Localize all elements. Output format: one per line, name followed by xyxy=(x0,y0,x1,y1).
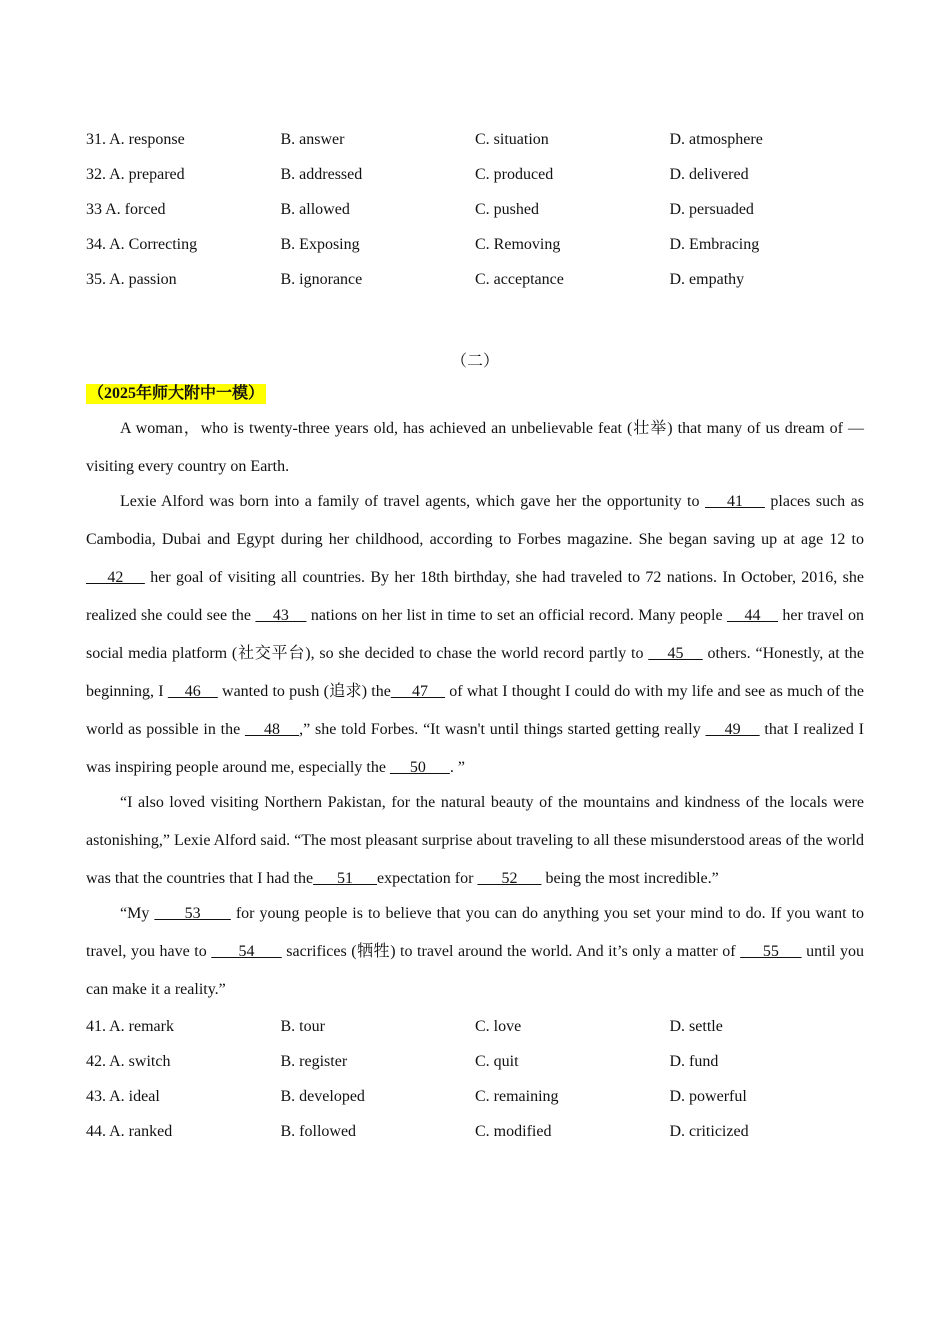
option-b: B. answer xyxy=(280,130,345,148)
option-c: C. produced xyxy=(475,165,554,183)
option-b: B. developed xyxy=(280,1087,365,1105)
option-a: 44. A. ranked xyxy=(86,1122,173,1140)
option-b: B. allowed xyxy=(280,200,350,218)
option-a: 31. A. response xyxy=(86,130,185,148)
option-c: C. situation xyxy=(475,130,549,148)
option-a: 41. A. remark xyxy=(86,1017,174,1035)
document-page xyxy=(86,122,864,1149)
blank-45: 45 xyxy=(648,645,703,662)
option-a: 42. A. switch xyxy=(86,1052,171,1070)
blank-54: 54 xyxy=(211,943,282,960)
options-top xyxy=(86,122,864,297)
options-bottom xyxy=(86,1009,864,1149)
option-row xyxy=(86,157,864,192)
blank-43: 43 xyxy=(255,607,307,624)
option-row xyxy=(86,122,864,157)
option-d: D. persuaded xyxy=(669,200,754,218)
option-row xyxy=(86,262,864,297)
paragraph-1: A woman，who is twenty-three years old, has achieved an unbelievable feat (壮举) that many of us dream of — visiting every country on Earth. xyxy=(86,420,864,475)
blank-51: 51 xyxy=(313,870,378,887)
option-b: B. Exposing xyxy=(280,235,360,253)
option-row xyxy=(86,227,864,262)
blank-42: 42 xyxy=(86,569,145,586)
option-row xyxy=(86,1009,864,1044)
blank-53: 53 xyxy=(154,905,231,922)
option-b: B. followed xyxy=(280,1122,357,1140)
option-a: 35. A. passion xyxy=(86,270,177,288)
paragraph-3: “I also loved visiting Northern Pakistan, for the natural beauty of the mountains and kindness of the locals were astonishing,” Lexie Alford said. “The most pleasant surprise about traveling to all these misunderstood areas of the world was that the countries that I had the 51 expectation for 52 being the most incredible.” xyxy=(86,794,864,887)
paragraph-2: Lexie Alford was born into a family of travel agents, which gave her the opportunity to 41 places such as Cambodia, Dubai and Egypt during her childhood, according to Forbes magazine. She began saving up at age 12 to 42 her goal of visiting all countries. By her 18th birthday, she had traveled to 72 nations. In October, 2016, she realized she could see the 43 nations on her list in time to set an official record. Many people 44 her travel on social media platform (社交平台), so she decided to chase the world record partly to 45 others. “Honestly, at the beginning, I 46 wanted to push (追求) the 47 of what I thought I could do with my life and see as much of the world as possible in the 48 ,” she told Forbes. “It wasn't until things started getting really 49 that I realized I was inspiring people around me, especially the 50 . ” xyxy=(86,493,865,776)
option-c: C. Removing xyxy=(475,235,561,253)
blank-48: 48 xyxy=(244,721,300,738)
option-c: C. pushed xyxy=(475,200,539,218)
blank-52: 52 xyxy=(477,870,542,887)
option-d: D. delivered xyxy=(669,165,749,183)
option-row xyxy=(86,1079,864,1114)
option-a: 34. A. Correcting xyxy=(86,235,198,253)
blank-49: 49 xyxy=(705,721,760,738)
option-d: D. Embracing xyxy=(669,235,760,253)
option-b: B. ignorance xyxy=(280,270,363,288)
option-b: B. register xyxy=(280,1052,348,1070)
option-d: D. criticized xyxy=(669,1122,749,1140)
source-tag: （2025年师大附中一模） xyxy=(88,385,265,402)
option-row xyxy=(86,1114,864,1149)
option-d: D. settle xyxy=(669,1017,723,1035)
option-a: 43. A. ideal xyxy=(86,1087,160,1105)
option-b: B. addressed xyxy=(280,165,363,183)
blank-44: 44 xyxy=(726,607,779,624)
option-d: D. powerful xyxy=(669,1087,747,1105)
blank-41: 41 xyxy=(705,493,765,510)
option-d: D. empathy xyxy=(669,270,745,288)
blank-47: 47 xyxy=(390,683,446,700)
section-title: （二） xyxy=(450,353,499,370)
option-d: D. atmosphere xyxy=(669,130,763,148)
option-c: C. love xyxy=(475,1017,522,1035)
option-row xyxy=(86,192,864,227)
option-c: C. remaining xyxy=(475,1087,559,1105)
option-a: 33 A. forced xyxy=(86,200,166,218)
option-b: B. tour xyxy=(280,1017,325,1035)
option-row xyxy=(86,1044,864,1079)
option-c: C. acceptance xyxy=(475,270,564,288)
option-c: C. quit xyxy=(475,1052,519,1070)
blank-46: 46 xyxy=(167,683,218,700)
option-c: C. modified xyxy=(475,1122,552,1140)
option-a: 32. A. prepared xyxy=(86,165,185,183)
option-d: D. fund xyxy=(669,1052,719,1070)
blank-55: 55 xyxy=(740,943,802,960)
paragraph-4: “My 53 for young people is to believe that you can do anything you set your mind to do. If you want to travel, you have to 54 sacrifices (牺牲) to travel around the world. And it’s only a matter of 55 until you can make it a reality.” xyxy=(86,905,865,998)
blank-50: 50 xyxy=(389,759,450,776)
